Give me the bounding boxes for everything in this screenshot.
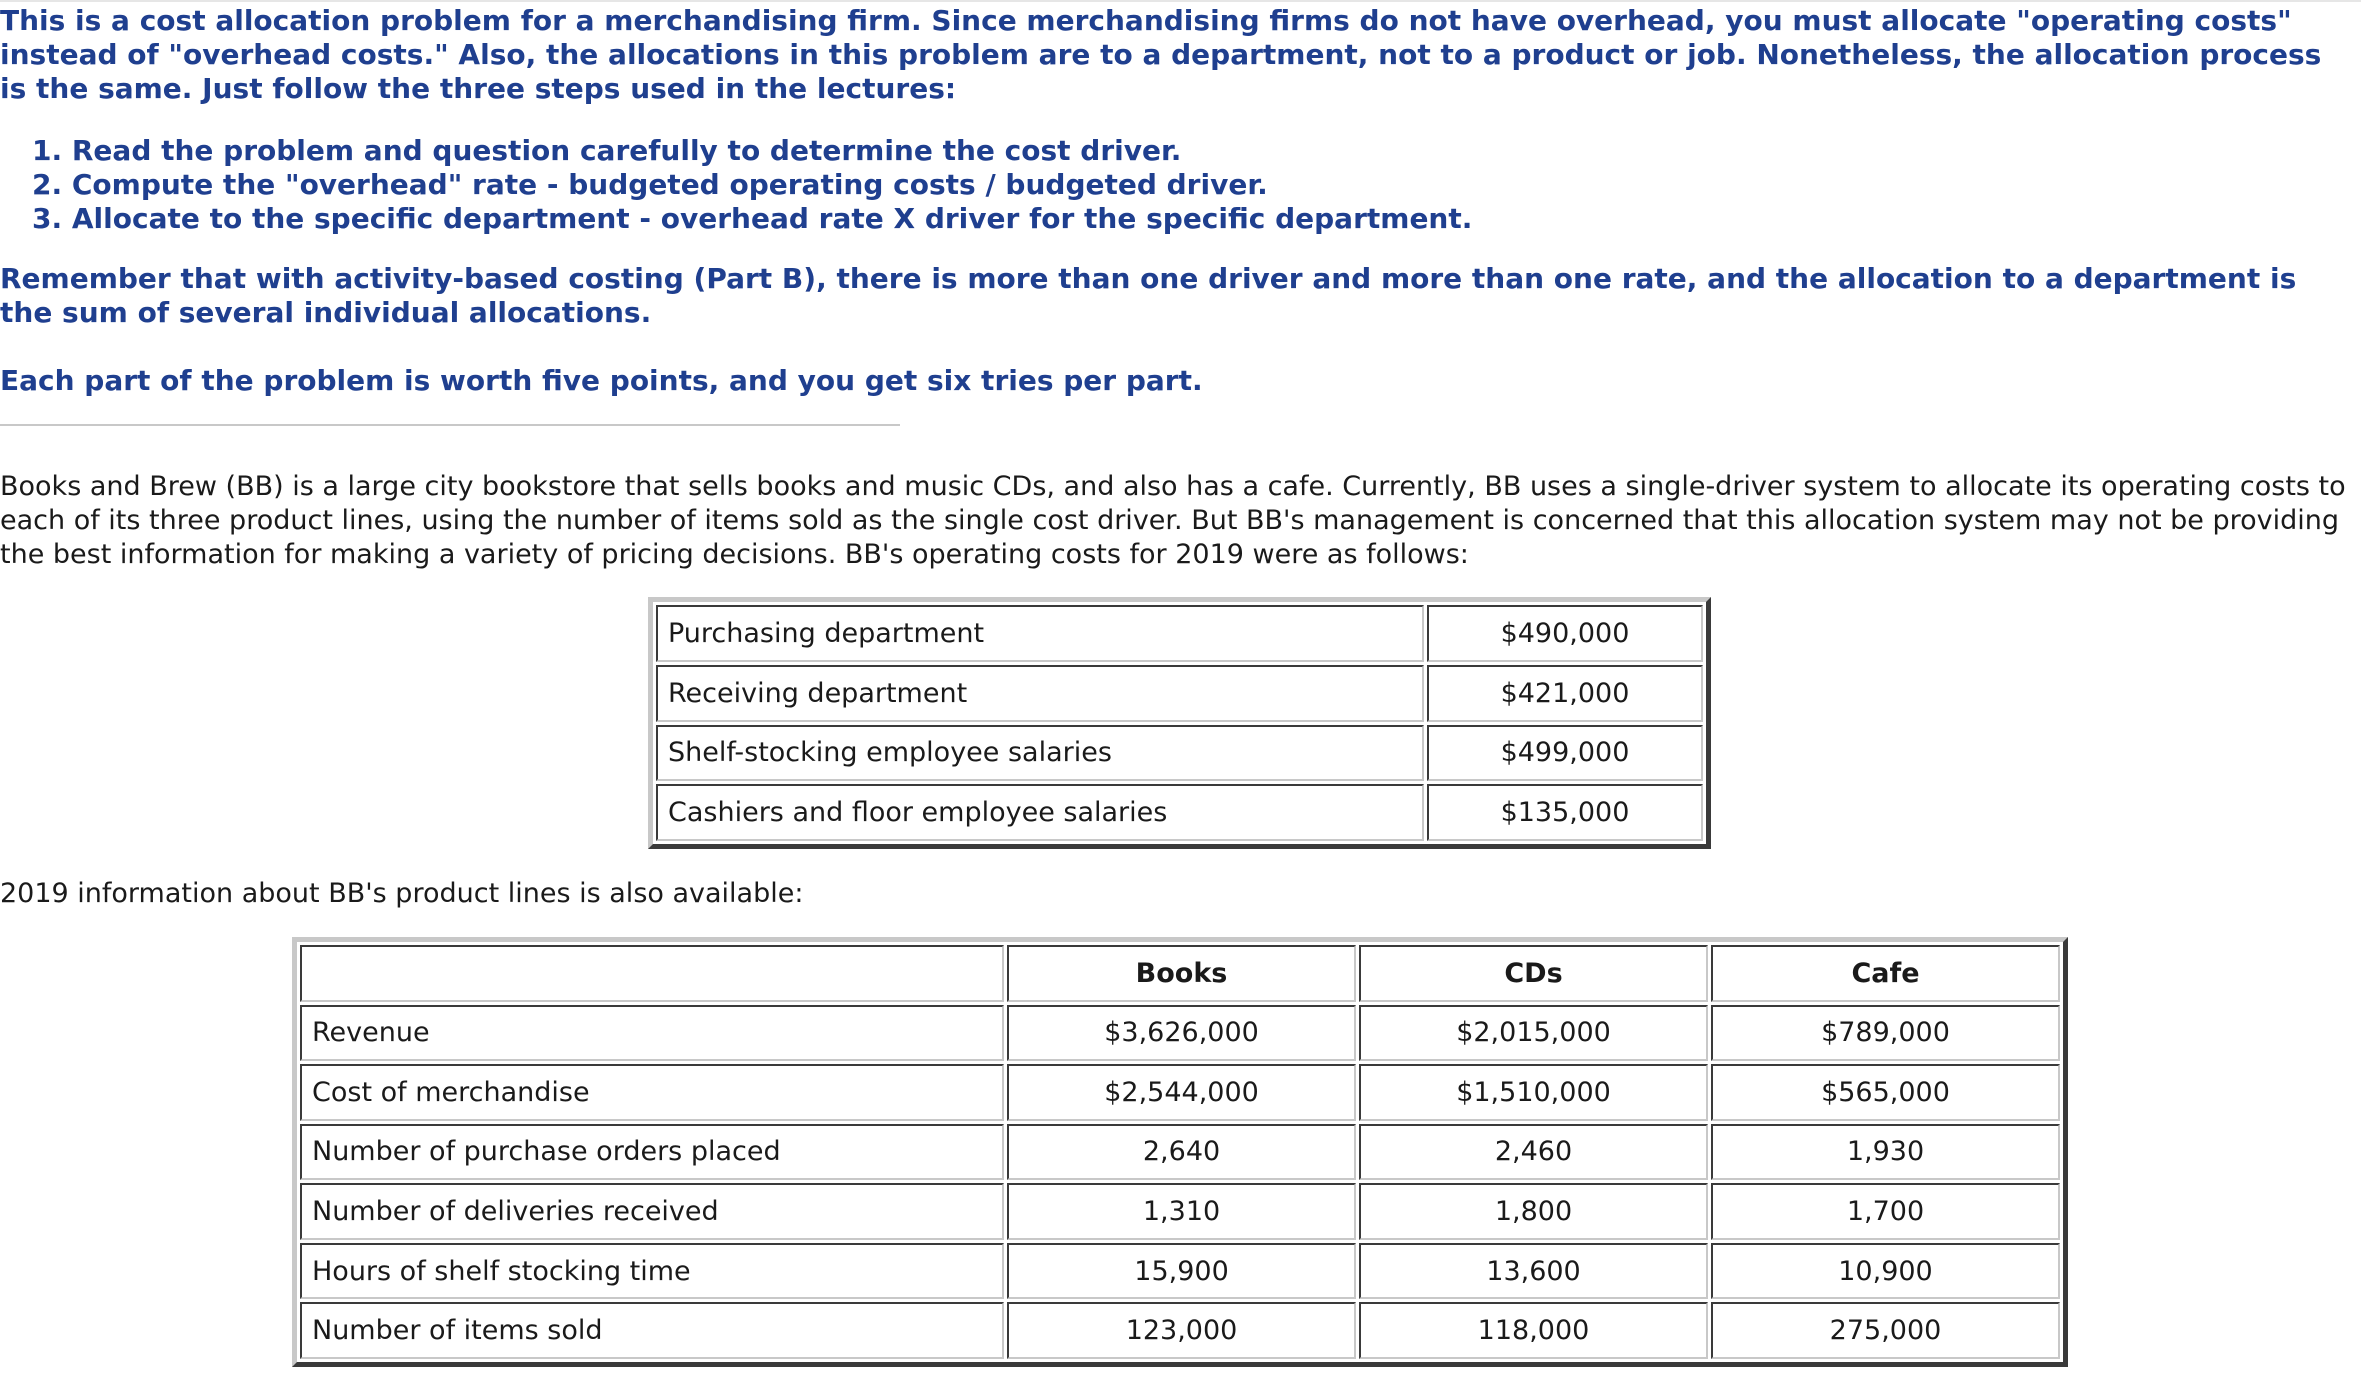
table-row	[300, 1124, 2060, 1181]
header-cds: CDs	[1359, 945, 1708, 1002]
table-row	[300, 1183, 2060, 1240]
problem-story: Books and Brew (BB) is a large city bookstore that sells books and music CDs, and also has a cafe. Currently, BB uses a single-driver system to allocate its operating costs to each of its three product lines, using the number of items sold as the single cost driver. But BB's management is concerned that this allocation system may not be providing the best information for making a variety of pricing decisions. BB's operating costs for 2019 were as follows:	[0, 471, 2346, 570]
books-cell: $2,544,000	[1007, 1064, 1356, 1121]
cafe-cell: 1,700	[1711, 1183, 2060, 1240]
section-divider	[0, 424, 900, 426]
cost-label: Cashiers and floor employee salaries	[656, 784, 1424, 841]
table-header-row	[300, 945, 2060, 1002]
table-row	[300, 1005, 2060, 1062]
steps-list	[0, 134, 2361, 236]
books-cell: 15,900	[1007, 1243, 1356, 1300]
intro-paragraph: This is a cost allocation problem for a merchandising firm. Since merchandising firms do not have overhead, you must allocate "operating costs" instead of "overhead costs." Also, the allocations in this problem are to a department, not to a product or job. Nonetheless, the allocation process is the same. Just follow the three steps used in the lectures:	[0, 4, 2322, 105]
books-cell: 2,640	[1007, 1124, 1356, 1181]
cost-value: $490,000	[1427, 605, 1703, 662]
cds-cell: 118,000	[1359, 1302, 1708, 1359]
row-label: Number of purchase orders placed	[300, 1124, 1004, 1181]
cost-label: Shelf-stocking employee salaries	[656, 725, 1424, 782]
step-item: 1. Read the problem and question carefully to determine the cost driver.	[32, 134, 1182, 167]
row-label: Number of deliveries received	[300, 1183, 1004, 1240]
cost-label: Purchasing department	[656, 605, 1424, 662]
table-row	[656, 784, 1703, 841]
product-lines-table	[292, 937, 2068, 1367]
row-label: Revenue	[300, 1005, 1004, 1062]
cafe-cell: 1,930	[1711, 1124, 2060, 1181]
books-cell: 1,310	[1007, 1183, 1356, 1240]
books-cell: $3,626,000	[1007, 1005, 1356, 1062]
step-item: 2. Compute the "overhead" rate - budgeted operating costs / budgeted driver.	[32, 168, 1268, 201]
header-cafe: Cafe	[1711, 945, 2060, 1002]
books-cell: 123,000	[1007, 1302, 1356, 1359]
cds-cell: 2,460	[1359, 1124, 1708, 1181]
cost-label: Receiving department	[656, 665, 1424, 722]
cost-value: $421,000	[1427, 665, 1703, 722]
top-rule	[0, 0, 2361, 2]
cafe-cell: 10,900	[1711, 1243, 2060, 1300]
step-item: 3. Allocate to the specific department - overhead rate X driver for the specific department.	[32, 202, 1473, 235]
cds-cell: $1,510,000	[1359, 1064, 1708, 1121]
cost-value: $499,000	[1427, 725, 1703, 782]
cafe-cell: 275,000	[1711, 1302, 2060, 1359]
cafe-cell: $789,000	[1711, 1005, 2060, 1062]
instructions	[0, 4, 2361, 398]
table-row	[656, 605, 1703, 662]
remember-paragraph: Remember that with activity-based costing (Part B), there is more than one driver and more than one rate, and the allocation to a department is the sum of several individual allocations.	[0, 262, 2297, 329]
table-row	[300, 1243, 2060, 1300]
cafe-cell: $565,000	[1711, 1064, 2060, 1121]
cds-cell: 13,600	[1359, 1243, 1708, 1300]
header-cell-empty	[300, 945, 1004, 1002]
operating-costs-table	[648, 597, 1711, 849]
table-row	[656, 665, 1703, 722]
cds-cell: $2,015,000	[1359, 1005, 1708, 1062]
product-info-intro: 2019 information about BB's product lines is also available:	[0, 878, 804, 909]
header-books: Books	[1007, 945, 1356, 1002]
points-paragraph: Each part of the problem is worth five points, and you get six tries per part.	[0, 364, 1203, 397]
table-row	[656, 725, 1703, 782]
cds-cell: 1,800	[1359, 1183, 1708, 1240]
row-label: Number of items sold	[300, 1302, 1004, 1359]
table-row	[300, 1302, 2060, 1359]
cost-value: $135,000	[1427, 784, 1703, 841]
row-label: Cost of merchandise	[300, 1064, 1004, 1121]
row-label: Hours of shelf stocking time	[300, 1243, 1004, 1300]
table-row	[300, 1064, 2060, 1121]
